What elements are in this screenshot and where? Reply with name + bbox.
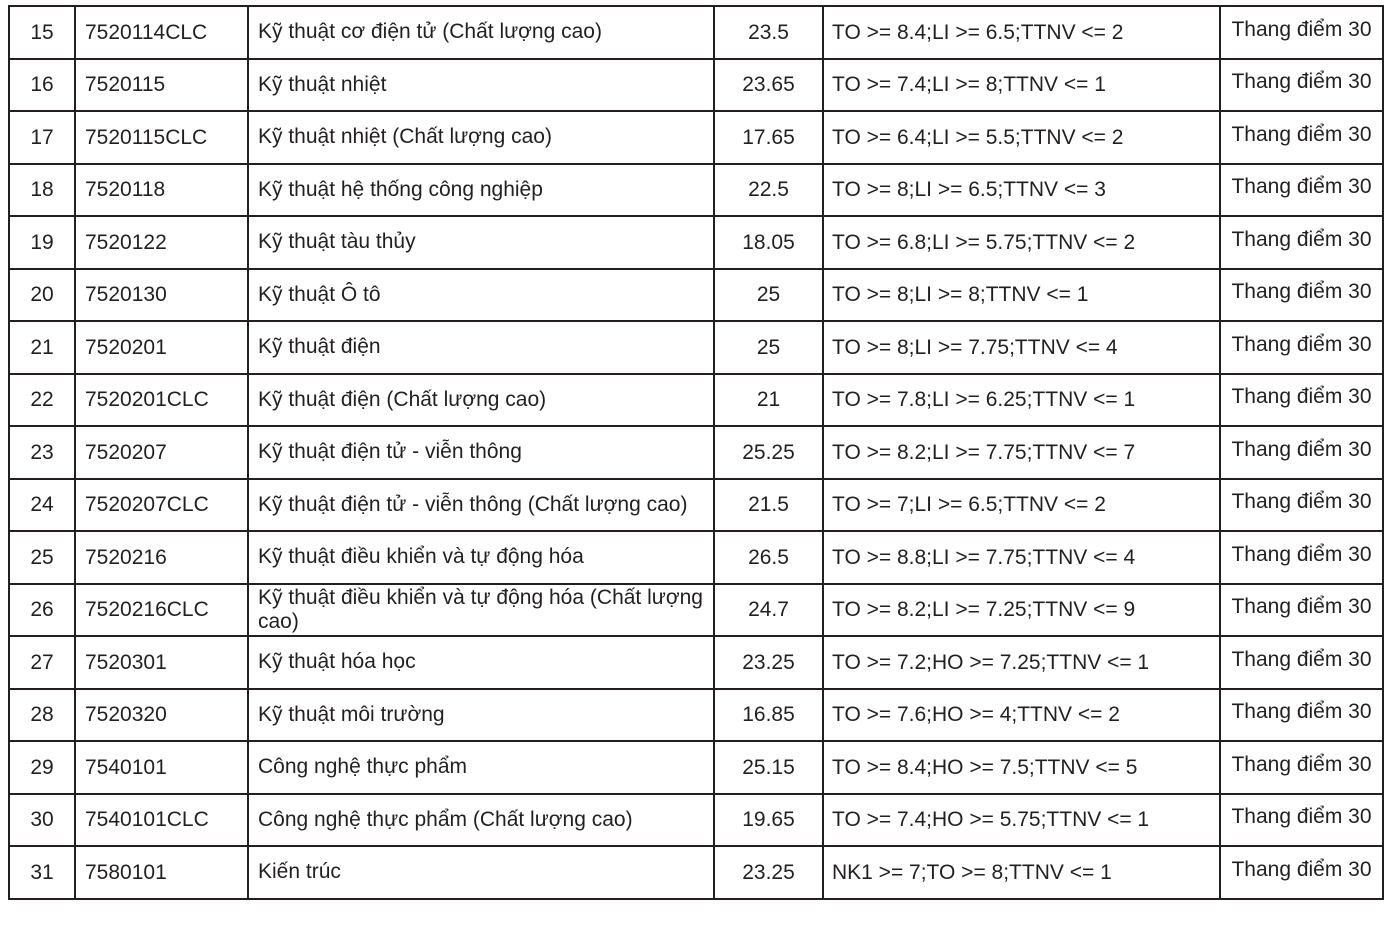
table-row xyxy=(9,321,1383,374)
row-number-cell: 21 xyxy=(9,321,75,374)
benchmark-score-cell: 25 xyxy=(714,269,823,322)
score-scale-cell xyxy=(1220,689,1383,742)
score-scale-text: Thang điểm 30 xyxy=(1231,857,1372,881)
table-row xyxy=(9,374,1383,427)
score-scale-cell xyxy=(1220,164,1383,217)
program-code-cell: 7520207 xyxy=(75,426,248,479)
score-scale-text: Thang điểm 30 xyxy=(1231,17,1372,41)
benchmark-score-cell: 23.5 xyxy=(714,6,823,59)
program-code-cell: 7520301 xyxy=(75,636,248,689)
tiebreak-criteria-cell: TO >= 7;LI >= 6.5;TTNV <= 2 xyxy=(823,479,1220,532)
program-name-cell: Kỹ thuật điện tử - viễn thông (Chất lượng cao) xyxy=(248,479,714,532)
score-scale-text: Thang điểm 30 xyxy=(1231,122,1372,146)
table-row xyxy=(9,479,1383,532)
row-number-cell: 18 xyxy=(9,164,75,217)
program-name-cell: Công nghệ thực phẩm xyxy=(248,741,714,794)
benchmark-score-cell: 22.5 xyxy=(714,164,823,217)
score-scale-text: Thang điểm 30 xyxy=(1231,542,1372,566)
program-code-cell: 7540101 xyxy=(75,741,248,794)
program-code-cell: 7520115CLC xyxy=(75,111,248,164)
score-scale-cell xyxy=(1220,59,1383,112)
tiebreak-criteria-cell: TO >= 7.6;HO >= 4;TTNV <= 2 xyxy=(823,689,1220,742)
program-name-cell: Kỹ thuật hóa học xyxy=(248,636,714,689)
tiebreak-criteria-cell: TO >= 7.8;LI >= 6.25;TTNV <= 1 xyxy=(823,374,1220,427)
score-scale-text: Thang điểm 30 xyxy=(1231,385,1372,409)
row-number-cell: 19 xyxy=(9,216,75,269)
row-number-cell: 29 xyxy=(9,741,75,794)
benchmark-score-cell: 25.25 xyxy=(714,426,823,479)
benchmark-score-cell: 16.85 xyxy=(714,689,823,742)
row-number-cell: 20 xyxy=(9,269,75,322)
row-number-cell: 27 xyxy=(9,636,75,689)
program-name-cell: Công nghệ thực phẩm (Chất lượng cao) xyxy=(248,794,714,847)
table-row xyxy=(9,111,1383,164)
benchmark-score-cell: 24.7 xyxy=(714,584,823,637)
score-scale-cell xyxy=(1220,531,1383,584)
program-name-cell: Kỹ thuật nhiệt xyxy=(248,59,714,112)
score-scale-cell xyxy=(1220,741,1383,794)
tiebreak-criteria-cell: TO >= 8.4;LI >= 6.5;TTNV <= 2 xyxy=(823,6,1220,59)
program-code-cell: 7520216 xyxy=(75,531,248,584)
tiebreak-criteria-cell: TO >= 8.2;LI >= 7.75;TTNV <= 7 xyxy=(823,426,1220,479)
tiebreak-criteria-cell: TO >= 7.2;HO >= 7.25;TTNV <= 1 xyxy=(823,636,1220,689)
program-code-cell: 7520201CLC xyxy=(75,374,248,427)
score-scale-cell xyxy=(1220,794,1383,847)
score-scale-cell xyxy=(1220,216,1383,269)
score-scale-cell xyxy=(1220,584,1383,637)
score-scale-text: Thang điểm 30 xyxy=(1231,332,1372,356)
tiebreak-criteria-cell: TO >= 8.4;HO >= 7.5;TTNV <= 5 xyxy=(823,741,1220,794)
program-name-cell: Kỹ thuật Ô tô xyxy=(248,269,714,322)
score-scale-text: Thang điểm 30 xyxy=(1231,175,1372,199)
score-scale-cell xyxy=(1220,846,1383,899)
program-code-cell: 7520114CLC xyxy=(75,6,248,59)
score-scale-cell xyxy=(1220,479,1383,532)
program-code-cell: 7520130 xyxy=(75,269,248,322)
row-number-cell: 22 xyxy=(9,374,75,427)
table-row xyxy=(9,6,1383,59)
table-row xyxy=(9,636,1383,689)
table-row xyxy=(9,164,1383,217)
score-scale-text: Thang điểm 30 xyxy=(1231,280,1372,304)
program-name-cell: Kỹ thuật tàu thủy xyxy=(248,216,714,269)
score-scale-cell xyxy=(1220,374,1383,427)
tiebreak-criteria-cell: TO >= 8;LI >= 8;TTNV <= 1 xyxy=(823,269,1220,322)
row-number-cell: 26 xyxy=(9,584,75,637)
benchmark-score-cell: 21.5 xyxy=(714,479,823,532)
row-number-cell: 31 xyxy=(9,846,75,899)
tiebreak-criteria-cell: NK1 >= 7;TO >= 8;TTNV <= 1 xyxy=(823,846,1220,899)
tiebreak-criteria-cell: TO >= 7.4;LI >= 8;TTNV <= 1 xyxy=(823,59,1220,112)
program-code-cell: 7540101CLC xyxy=(75,794,248,847)
table-body xyxy=(9,6,1383,899)
benchmark-score-cell: 25 xyxy=(714,321,823,374)
score-scale-text: Thang điểm 30 xyxy=(1231,227,1372,251)
table-row xyxy=(9,794,1383,847)
score-scale-text: Thang điểm 30 xyxy=(1231,70,1372,94)
row-number-cell: 30 xyxy=(9,794,75,847)
table-row xyxy=(9,531,1383,584)
score-scale-text: Thang điểm 30 xyxy=(1231,647,1372,671)
benchmark-score-cell: 17.65 xyxy=(714,111,823,164)
score-scale-text: Thang điểm 30 xyxy=(1231,700,1372,724)
program-name-cell: Kỹ thuật môi trường xyxy=(248,689,714,742)
tiebreak-criteria-cell: TO >= 6.4;LI >= 5.5;TTNV <= 2 xyxy=(823,111,1220,164)
score-scale-text: Thang điểm 30 xyxy=(1231,805,1372,829)
score-scale-cell xyxy=(1220,269,1383,322)
program-code-cell: 7520122 xyxy=(75,216,248,269)
score-scale-text: Thang điểm 30 xyxy=(1231,490,1372,514)
benchmark-score-cell: 23.25 xyxy=(714,846,823,899)
program-name-cell: Kỹ thuật hệ thống công nghiệp xyxy=(248,164,714,217)
program-name-cell: Kỹ thuật cơ điện tử (Chất lượng cao) xyxy=(248,6,714,59)
table-row xyxy=(9,426,1383,479)
score-scale-text: Thang điểm 30 xyxy=(1231,595,1372,619)
program-name-cell: Kỹ thuật điều khiển và tự động hóa (Chất lượng cao) xyxy=(248,584,714,637)
table-row xyxy=(9,269,1383,322)
program-code-cell: 7520201 xyxy=(75,321,248,374)
table-row xyxy=(9,216,1383,269)
tiebreak-criteria-cell: TO >= 7.4;HO >= 5.75;TTNV <= 1 xyxy=(823,794,1220,847)
table-row xyxy=(9,584,1383,637)
program-name-cell: Kỹ thuật điện (Chất lượng cao) xyxy=(248,374,714,427)
tiebreak-criteria-cell: TO >= 6.8;LI >= 5.75;TTNV <= 2 xyxy=(823,216,1220,269)
program-code-cell: 7520320 xyxy=(75,689,248,742)
benchmark-score-cell: 23.25 xyxy=(714,636,823,689)
program-code-cell: 7520115 xyxy=(75,59,248,112)
benchmark-score-cell: 19.65 xyxy=(714,794,823,847)
score-scale-text: Thang điểm 30 xyxy=(1231,752,1372,776)
table-row xyxy=(9,846,1383,899)
program-code-cell: 7520216CLC xyxy=(75,584,248,637)
program-name-cell: Kỹ thuật điện tử - viễn thông xyxy=(248,426,714,479)
program-name-cell: Kỹ thuật điện xyxy=(248,321,714,374)
score-scale-cell xyxy=(1220,321,1383,374)
row-number-cell: 15 xyxy=(9,6,75,59)
program-name-cell: Kỹ thuật điều khiển và tự động hóa xyxy=(248,531,714,584)
benchmark-score-cell: 21 xyxy=(714,374,823,427)
row-number-cell: 28 xyxy=(9,689,75,742)
table-row xyxy=(9,741,1383,794)
program-name-cell: Kỹ thuật nhiệt (Chất lượng cao) xyxy=(248,111,714,164)
program-code-cell: 7520118 xyxy=(75,164,248,217)
tiebreak-criteria-cell: TO >= 8;LI >= 6.5;TTNV <= 3 xyxy=(823,164,1220,217)
row-number-cell: 25 xyxy=(9,531,75,584)
row-number-cell: 16 xyxy=(9,59,75,112)
tiebreak-criteria-cell: TO >= 8;LI >= 7.75;TTNV <= 4 xyxy=(823,321,1220,374)
score-scale-cell xyxy=(1220,111,1383,164)
program-code-cell: 7580101 xyxy=(75,846,248,899)
program-name-cell: Kiến trúc xyxy=(248,846,714,899)
row-number-cell: 23 xyxy=(9,426,75,479)
row-number-cell: 17 xyxy=(9,111,75,164)
table-row xyxy=(9,689,1383,742)
tiebreak-criteria-cell: TO >= 8.8;LI >= 7.75;TTNV <= 4 xyxy=(823,531,1220,584)
program-code-cell: 7520207CLC xyxy=(75,479,248,532)
tiebreak-criteria-cell: TO >= 8.2;LI >= 7.25;TTNV <= 9 xyxy=(823,584,1220,637)
score-scale-cell xyxy=(1220,636,1383,689)
row-number-cell: 24 xyxy=(9,479,75,532)
score-scale-cell xyxy=(1220,426,1383,479)
admissions-table xyxy=(8,5,1384,900)
score-scale-text: Thang điểm 30 xyxy=(1231,437,1372,461)
benchmark-score-cell: 18.05 xyxy=(714,216,823,269)
benchmark-score-cell: 25.15 xyxy=(714,741,823,794)
benchmark-score-cell: 23.65 xyxy=(714,59,823,112)
table-row xyxy=(9,59,1383,112)
benchmark-score-cell: 26.5 xyxy=(714,531,823,584)
score-scale-cell xyxy=(1220,6,1383,59)
